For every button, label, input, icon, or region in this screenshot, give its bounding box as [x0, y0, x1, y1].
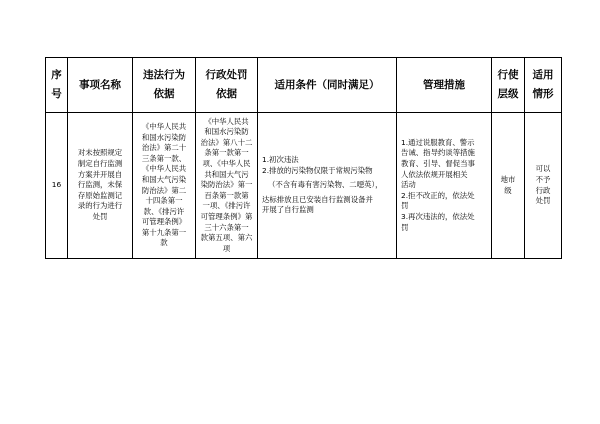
header-violation-line: 依据: [153, 88, 175, 100]
condition-2-note: （不含有毒有害污染物、二噁英），: [268, 180, 383, 190]
measure-line: 罚: [401, 201, 409, 211]
header-level: [492, 58, 525, 113]
item-line: 存原始监测记: [77, 190, 123, 200]
cell-situation: [525, 113, 562, 259]
cell-item-name: [68, 113, 133, 259]
measure-line: 活动: [401, 180, 416, 190]
header-penalty-line: 依据: [216, 88, 237, 100]
penalty-line: 款第五项、第六: [200, 233, 253, 243]
violation-line: 防治法》第二: [141, 185, 187, 195]
header-row: [46, 58, 562, 113]
penalty-line: 条第一款第一: [204, 148, 249, 158]
situation-line: 行政: [535, 185, 551, 195]
violation-line: 《中华人民共: [141, 164, 187, 174]
violation-line: 三条第一款、: [141, 153, 187, 163]
level-line: 地市: [500, 174, 516, 184]
item-line: 制定自行监测: [77, 159, 123, 169]
measure-line: 罚: [401, 222, 409, 232]
cell-penalty-basis: [196, 113, 258, 259]
penalty-line: 治法》第八十二: [200, 137, 253, 147]
condition-3: 达标排放且已安装自行监测设备并: [262, 194, 373, 204]
measure-line: 教育、引导、督促当事: [401, 159, 475, 169]
header-seq-line: 序: [51, 69, 62, 81]
penalty-line: 和国水污染防: [204, 127, 249, 137]
measure-line: 告诫、指导约谈等措施: [401, 148, 475, 158]
violation-line: 《中华人民共: [141, 121, 187, 131]
header-penalty-line: 行政处罚: [205, 69, 248, 81]
violation-line: 第十九条第一: [141, 227, 187, 237]
header-seq-line: 号: [51, 88, 62, 100]
violation-line: 十四条第一: [145, 196, 183, 206]
header-measures: 管理措施: [397, 58, 492, 113]
header-level-line: 行使: [497, 69, 519, 81]
item-line: 对未按照规定: [77, 148, 123, 158]
violation-line: 治法》第二十: [141, 143, 187, 153]
cell-level: [492, 113, 525, 259]
header-seq: [46, 58, 68, 113]
header-penalty-basis: [196, 58, 258, 113]
violation-line: 和国大气污染: [141, 174, 187, 184]
penalty-line: 一项、《排污许: [202, 201, 251, 211]
condition-3-cont: 开展了自行监测: [262, 205, 314, 215]
violation-line: 和国水污染防: [141, 132, 187, 142]
penalty-line: 三十六条第一: [204, 222, 249, 232]
penalty-line: 染防治法》第一: [200, 180, 253, 190]
penalty-line: 共和国大气污: [204, 169, 249, 179]
header-violation-line: 违法行为: [143, 69, 185, 81]
cell-measures: [397, 113, 492, 259]
condition-1: 1.初次违法: [262, 155, 299, 165]
situation-line: 不予: [535, 174, 551, 184]
item-line: 方案并开展自: [77, 169, 123, 179]
header-situation-line: 适用: [532, 69, 554, 81]
cell-conditions: [258, 113, 397, 259]
table-row: [46, 113, 562, 259]
item-line: 处罚: [92, 211, 108, 221]
penalty-line: 可管理条例》第: [200, 211, 253, 221]
header-item-name: 事项名称: [68, 58, 133, 113]
item-line: 录的行为进行: [77, 201, 123, 211]
header-situation: [525, 58, 562, 113]
measure-line: 1.通过说服教育、警示: [401, 137, 475, 147]
situation-line: 可以: [535, 164, 551, 174]
regulatory-table: [45, 57, 562, 259]
header-situation-line: 情形: [532, 88, 554, 100]
level-line: 级: [504, 185, 512, 195]
penalty-line: 百条第一款第: [204, 190, 249, 200]
cell-seq: 16: [46, 113, 68, 259]
cell-violation-basis: [133, 113, 196, 259]
penalty-line: 《中华人民共: [204, 116, 249, 126]
situation-line: 处罚: [535, 196, 551, 206]
condition-2: 2.排放的污染物仅限于常规污染物: [262, 165, 373, 175]
header-conditions: 适用条件（同时满足）: [258, 58, 397, 113]
measure-line: 人依法依规开展相关: [401, 169, 468, 179]
violation-line: 款: [160, 238, 168, 248]
header-level-line: 层级: [497, 88, 519, 100]
header-violation-basis: [133, 58, 196, 113]
measure-line: 2.拒不改正的，依法处: [401, 190, 475, 200]
violation-line: 可管理条例》: [141, 217, 187, 227]
penalty-line: 项、《中华人民: [202, 159, 251, 169]
violation-line: 款、《排污许: [143, 206, 185, 216]
measure-line: 3.再次违法的，依法处: [401, 211, 475, 221]
penalty-line: 项: [222, 243, 231, 253]
item-line: 行监测，未保: [77, 180, 123, 190]
